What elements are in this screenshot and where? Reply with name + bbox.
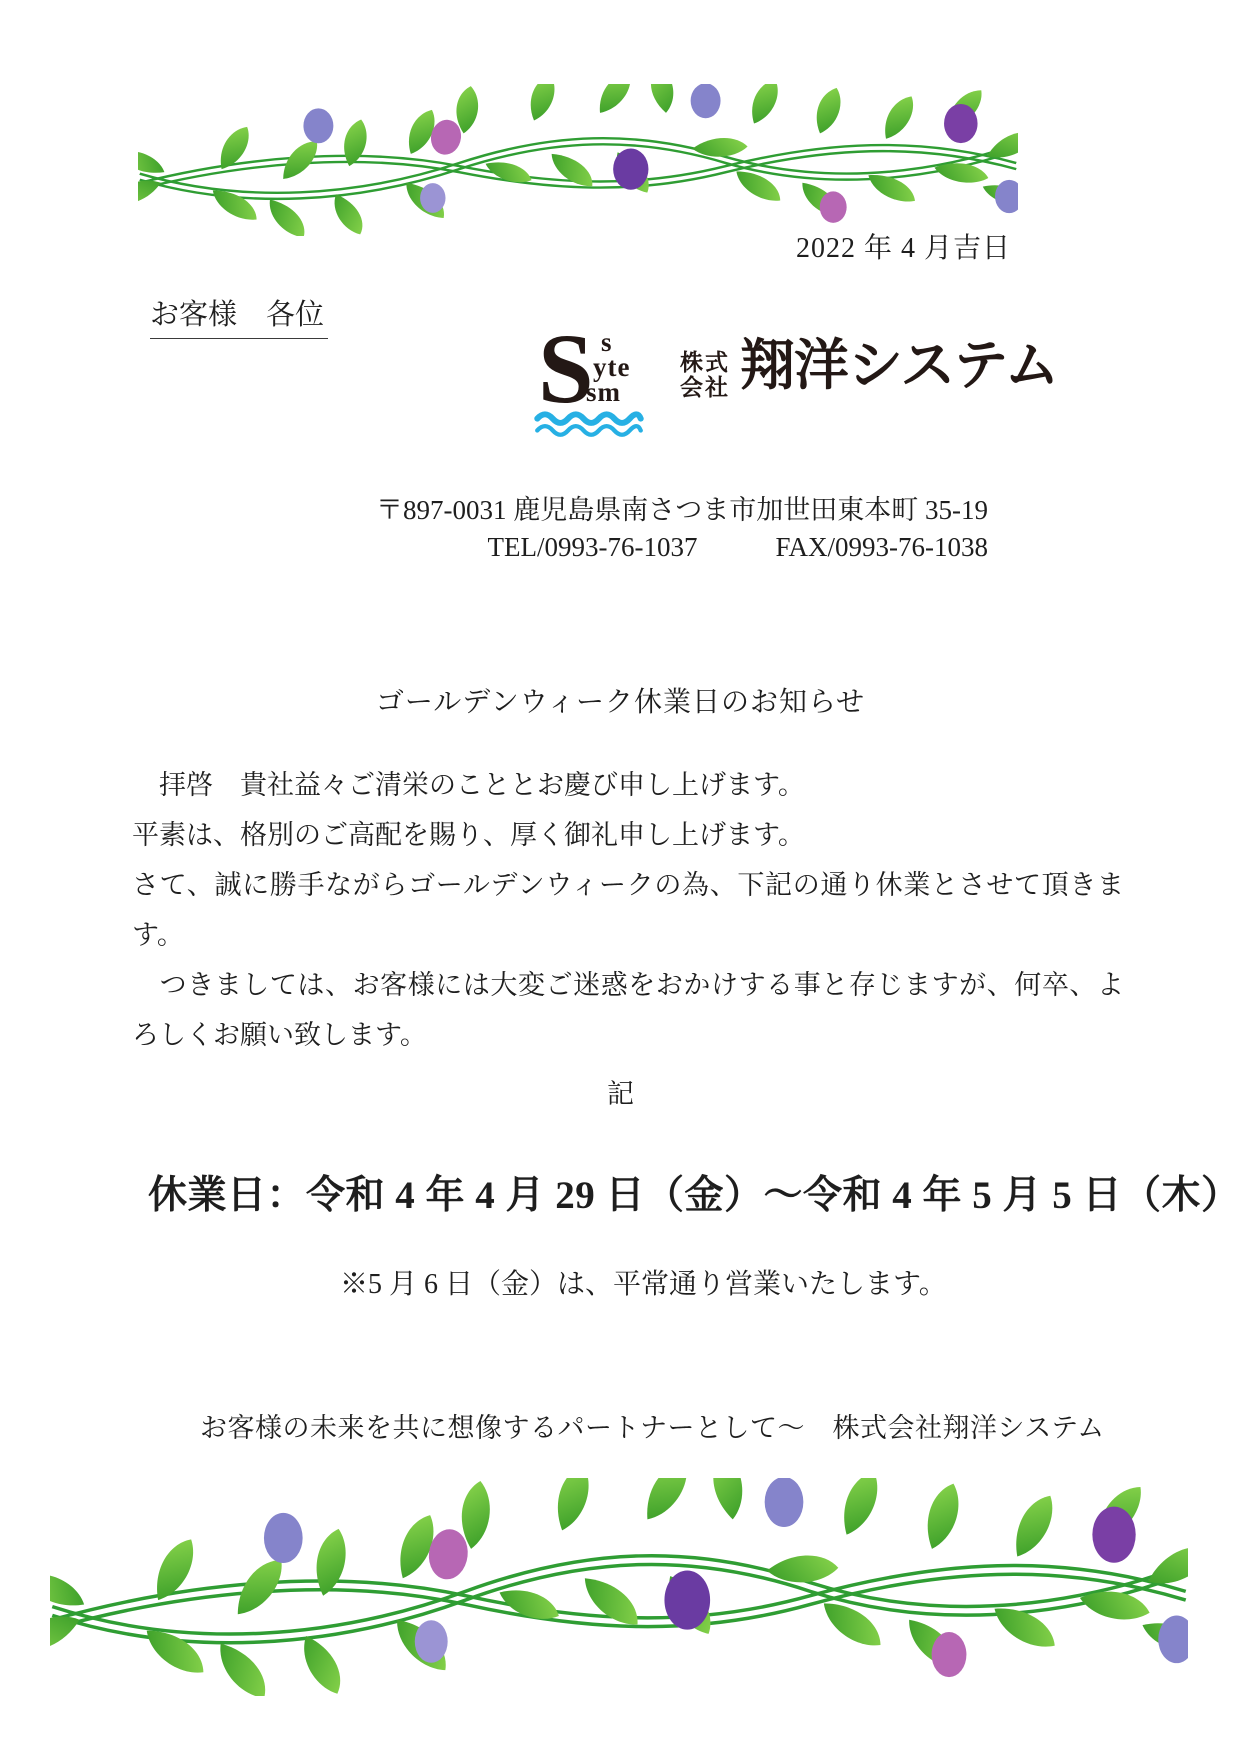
tel-fax-line <box>488 532 988 563</box>
notice-title: ゴールデンウィーク休業日のお知らせ <box>375 687 866 718</box>
business-as-usual-note: ※5 月 6 日（金）は、平常通り営業いたします。 <box>340 1269 947 1300</box>
vine-garland-bottom-decoration <box>50 1478 1188 1696</box>
logo-big-s: S <box>538 313 594 424</box>
date-line: 2022 年 4 月吉日 <box>795 233 1011 264</box>
fax-number: FAX/0993-76-1038 <box>775 532 988 562</box>
tel-number: TEL/0993-76-1037 <box>487 532 698 562</box>
company-name: 翔洋システム <box>740 334 1059 396</box>
company-prefix: 株式 会社 <box>680 349 730 401</box>
recipient-line <box>150 292 328 339</box>
postal-address: 〒897-0031 鹿児島県南さつま市加世田東本町 35-19 <box>376 495 988 525</box>
record-marker: 記 <box>607 1079 634 1109</box>
letter-body <box>132 760 1124 1060</box>
holiday-period-line: 休業日：令和 4 年 4 月 29 日（金）～令和 4 年 5 月 5 日（木） <box>148 1174 1241 1217</box>
logo-s-mark <box>538 313 650 424</box>
body-paragraph: 平素は、格別のご高配を賜り、厚く御礼申し上げます。 <box>132 820 805 850</box>
logo-waves-icon <box>534 410 644 438</box>
body-paragraph: さて、誠に勝手ながらゴールデンウィークの為、下記の通り休業とさせて頂きます。 <box>132 870 1124 950</box>
vine-garland-top-decoration <box>138 84 1018 236</box>
recipient-text: お客様 各位 <box>150 292 328 339</box>
company-logo <box>538 313 1059 424</box>
logo-small-letters: s yte sm <box>586 327 631 407</box>
body-paragraph: 拝啓 貴社益々ご清栄のこととお慶び申し上げます。 <box>132 770 805 800</box>
body-paragraph: つきましては、お客様には大変ご迷惑をおかけする事と存じますが、何卒、よろしくお願い致します。 <box>132 970 1124 1050</box>
company-tagline: お客様の未来を共に想像するパートナーとして～ 株式会社翔洋システム <box>200 1413 1105 1443</box>
